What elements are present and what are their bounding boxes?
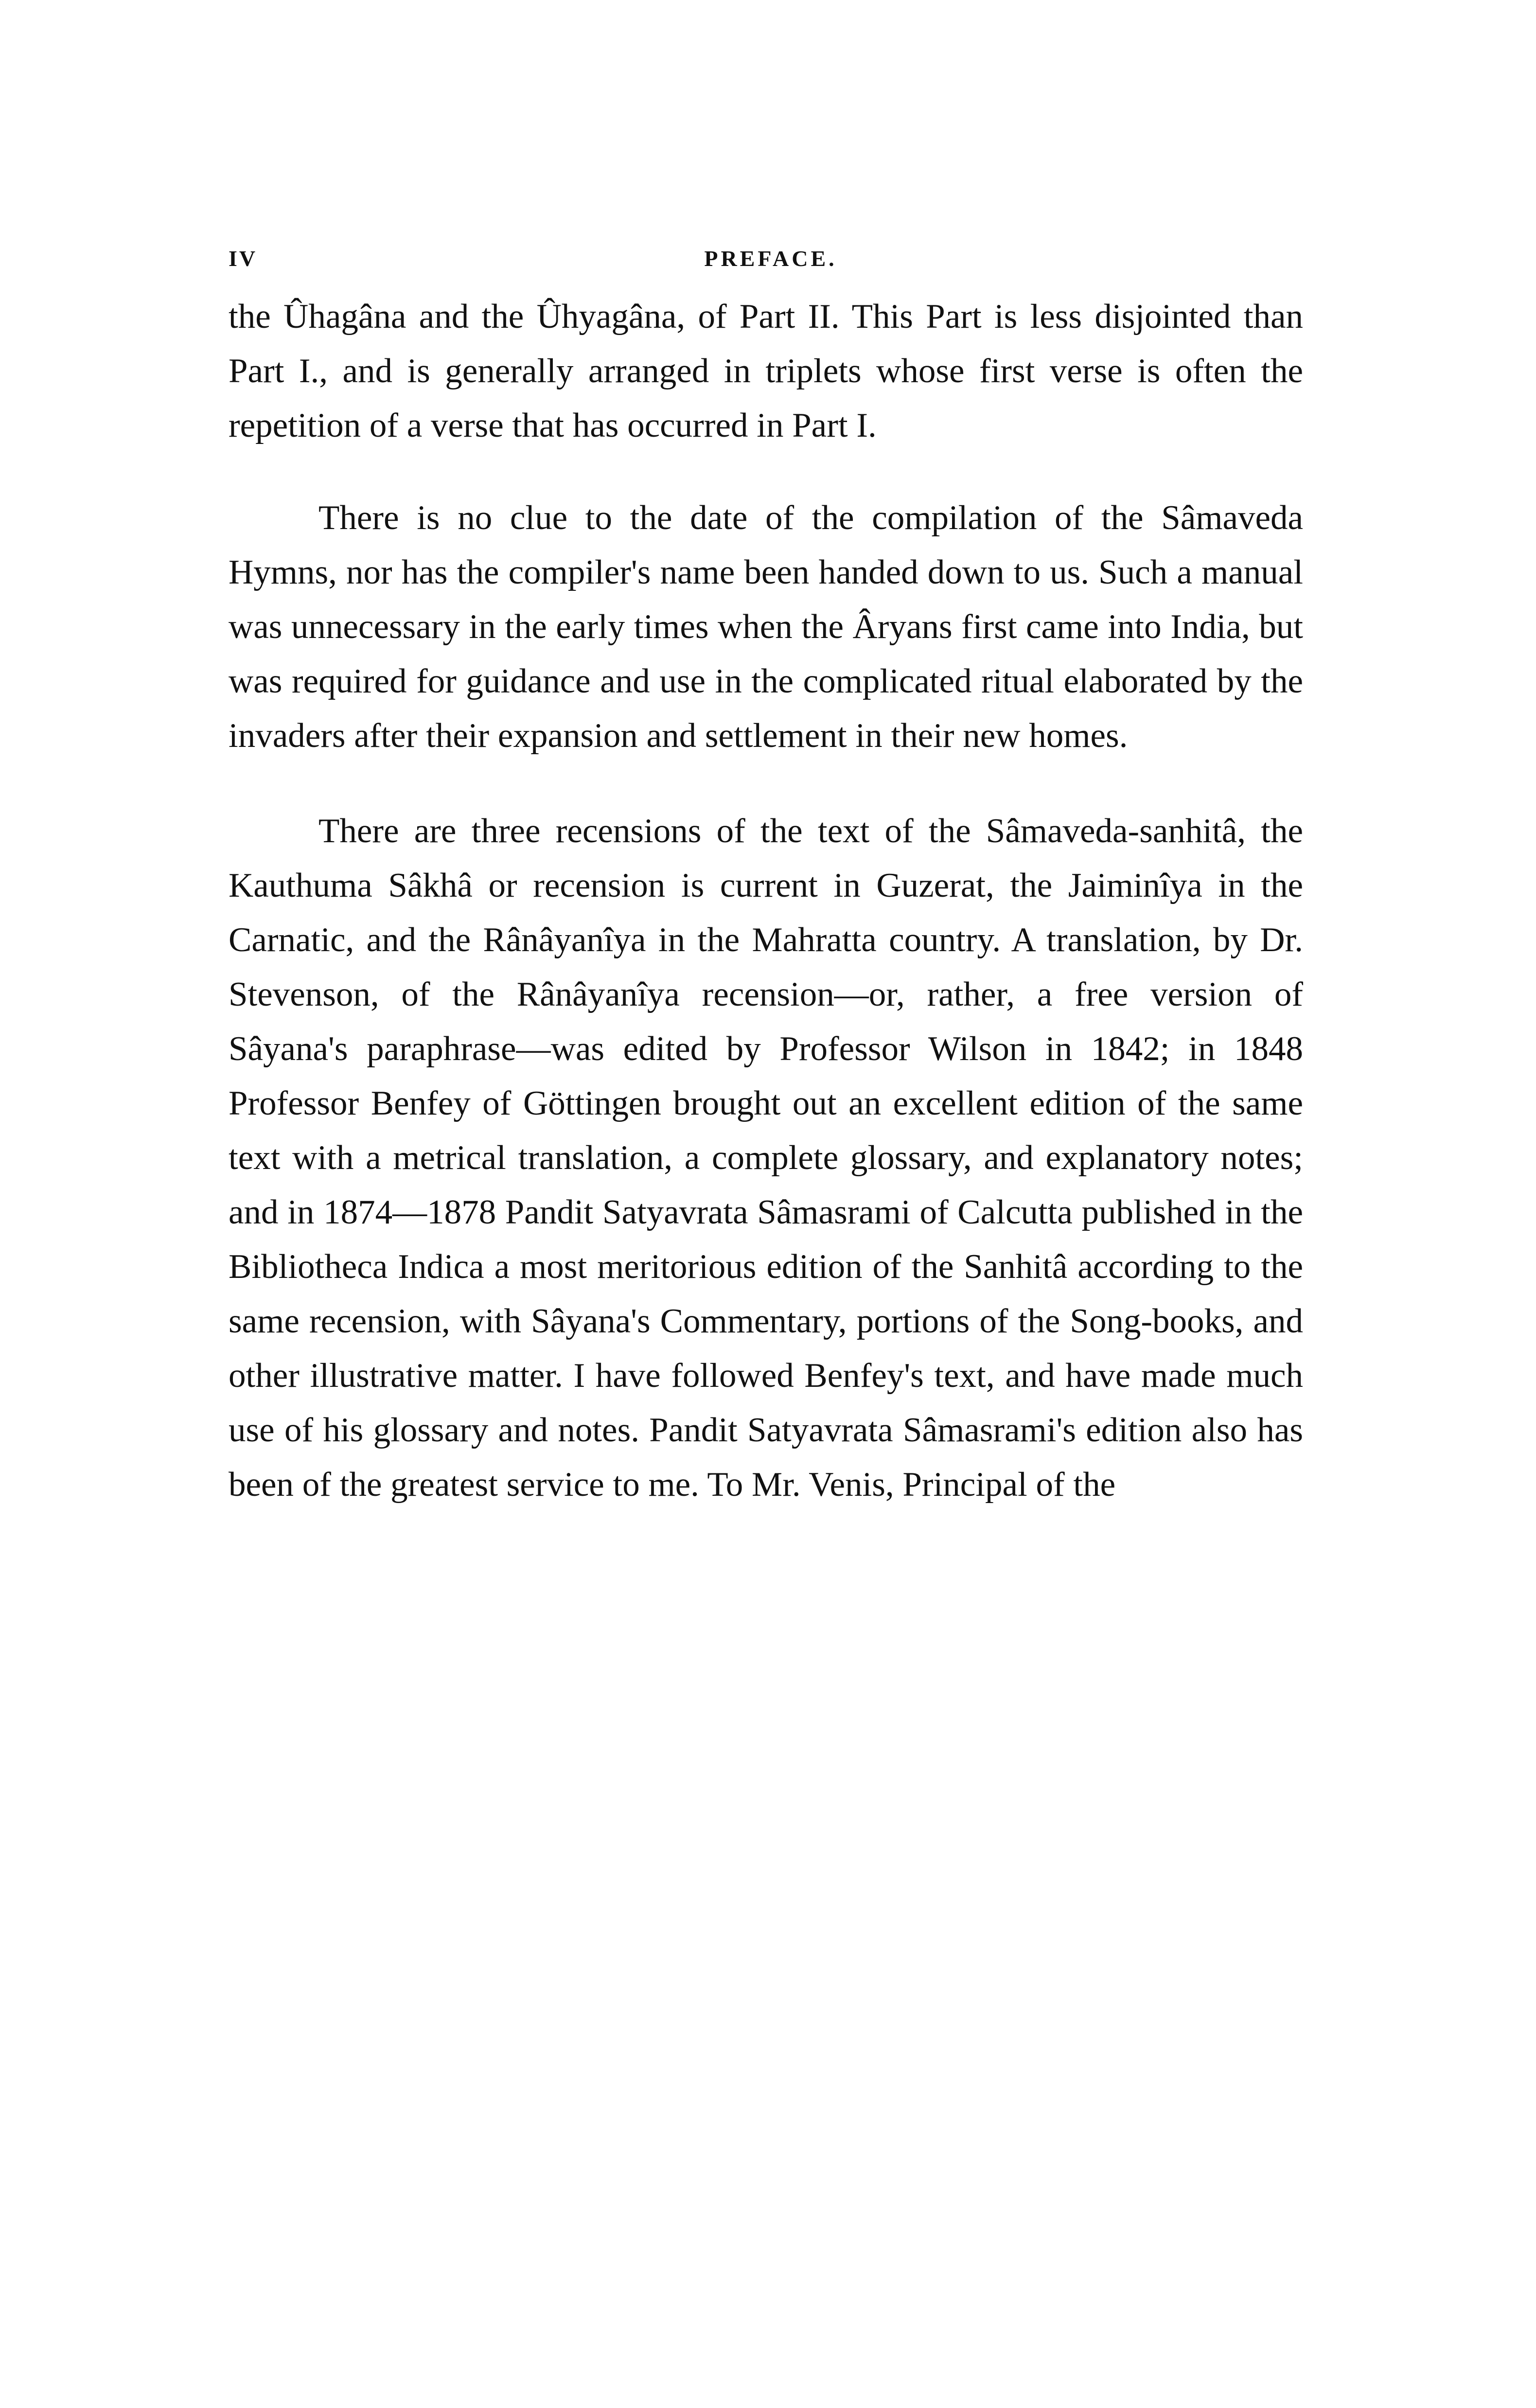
page-number: IV	[229, 246, 258, 271]
body-text	[229, 289, 1303, 1512]
paragraph-gap	[229, 763, 1303, 804]
paragraph-1: the Ûhagâna and the Ûhyagâna, of Part II. This Part is less disjointed than Part I., and is generally arranged in triplets whose first verse is often the repetition of a verse that has occurred in Part I.	[229, 298, 1303, 444]
paragraph-2: There is no clue to the date of the compilation of the Sâmaveda Hymns, nor has the compiler's name been handed down to us. Such a manual was unnecessary in the early times when the Âryans first came into India, but was required for guidance and use in the complicated ritual elaborated by the invaders after their expansion and settlement in their new homes.	[229, 499, 1303, 755]
paragraph-gap	[229, 453, 1303, 491]
running-head	[229, 246, 1313, 280]
running-title: PREFACE.	[704, 246, 837, 271]
paragraph-3: There are three recensions of the text of the Sâmaveda-sanhitâ, the Kauthuma Sâkhâ or recension is current in Guzerat, the Jaiminîya in the Carnatic, and the Rânâyanîya in the Mahratta country. A translation, by Dr. Stevenson, of the Rânâyanîya recension—or, rather, a free version of Sâyana's paraphrase—was edited by Professor Wilson in 1842; in 1848 Professor Benfey of Göttingen brought out an excellent edition of the same text with a metrical translation, a complete glossary, and explanatory notes; and in 1874—1878 Pandit Satyavrata Sâmasrami of Calcutta published in the Bibliotheca Indica a most meritorious edition of the Sanhitâ according to the same recension, with Sâyana's Commentary, portions of the Song-books, and other illustrative matter. I have followed Benfey's text, and have made much use of his glossary and notes. Pandit Satyavrata Sâmasrami's edition also has been of the greatest service to me. To Mr. Venis, Principal of the	[229, 812, 1303, 1504]
